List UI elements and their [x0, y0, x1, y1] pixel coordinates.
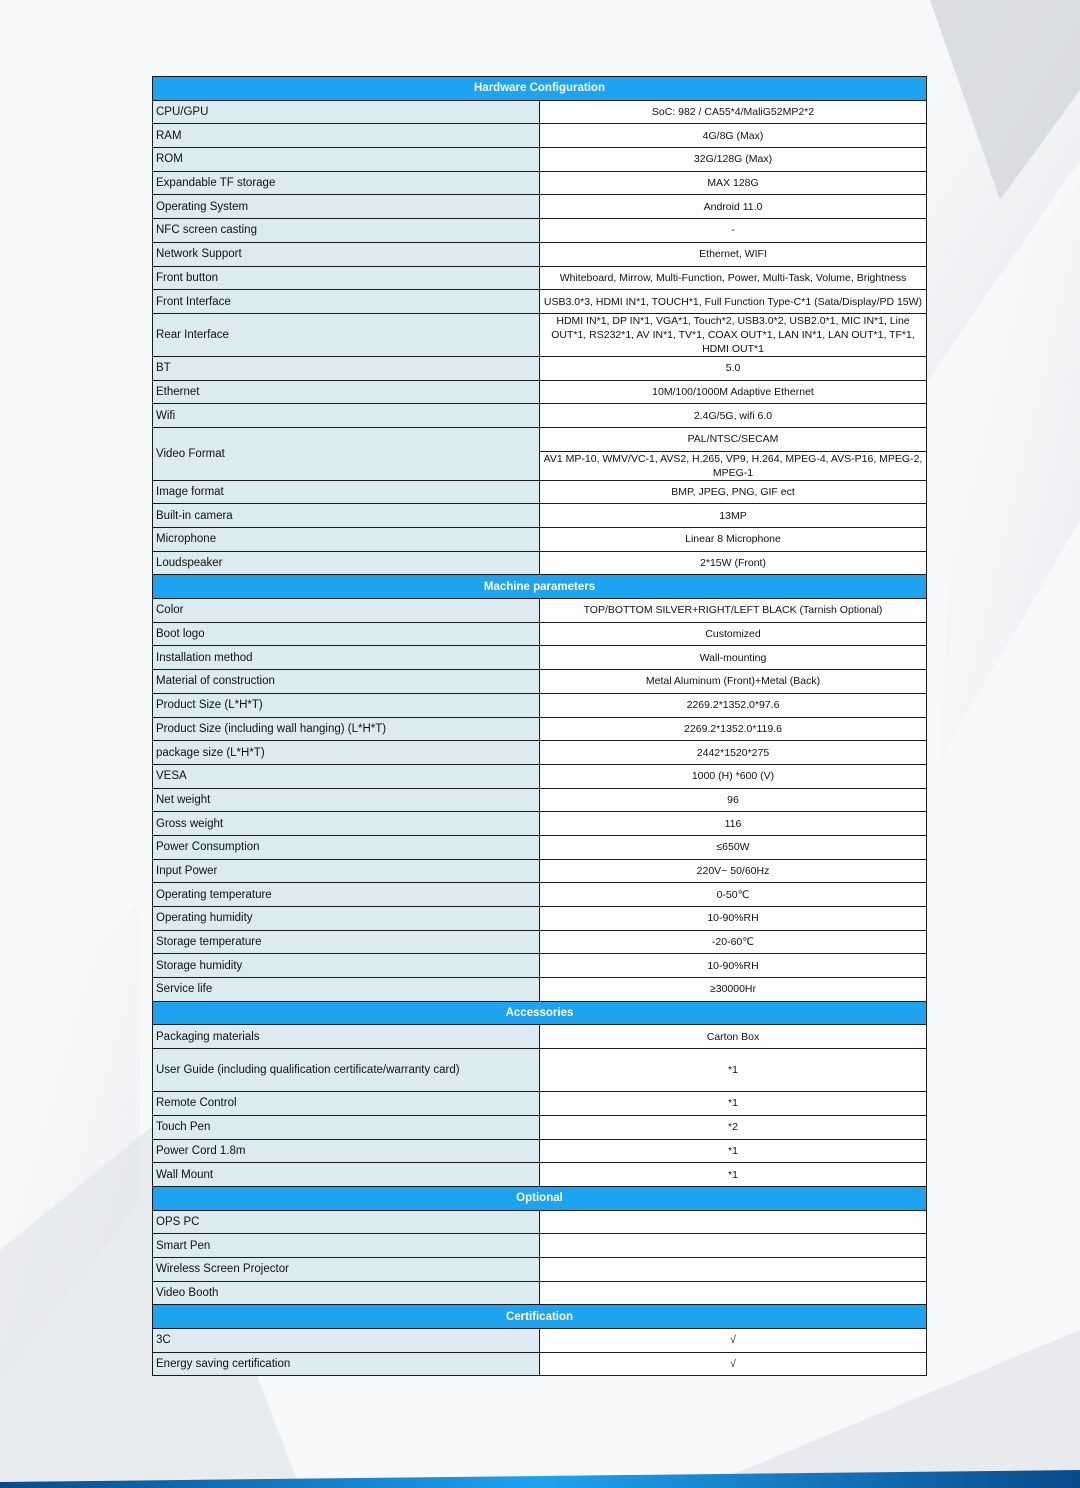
row-label: Loudspeaker: [153, 551, 540, 575]
table-row: [153, 670, 927, 694]
row-value: 2*15W (Front): [540, 551, 927, 575]
row-value: HDMI IN*1, DP IN*1, VGA*1, Touch*2, USB3.0*2, USB2.0*1, MIC IN*1, Line OUT*1, RS232*1, AV IN*1, TV*1, COAX OUT*1, LAN IN*1, LAN OUT*1, TF*1, HDMI OUT*1: [540, 313, 927, 356]
row-label: Front Interface: [153, 290, 540, 314]
table-row: [153, 788, 927, 812]
row-label: Wireless Screen Projector: [153, 1257, 540, 1281]
table-row: [153, 1352, 927, 1376]
table-row: [153, 313, 927, 356]
row-label: Smart Pen: [153, 1234, 540, 1258]
row-value: 2269.2*1352.0*119.6: [540, 717, 927, 741]
table-row: [153, 171, 927, 195]
row-label: RAM: [153, 124, 540, 148]
table-row: [153, 380, 927, 404]
row-label: Net weight: [153, 788, 540, 812]
table-row: [153, 646, 927, 670]
table-row: [153, 622, 927, 646]
row-value: [540, 1234, 927, 1258]
row-value: *1: [540, 1139, 927, 1163]
row-value: 10M/100/1000M Adaptive Ethernet: [540, 380, 927, 404]
row-label: Input Power: [153, 859, 540, 883]
row-value: 1000 (H) *600 (V): [540, 764, 927, 788]
table-row: [153, 290, 927, 314]
section-header-row: [153, 575, 927, 599]
table-row: [153, 599, 927, 623]
row-label: CPU/GPU: [153, 100, 540, 124]
table-row: [153, 1049, 927, 1092]
row-label: Operating humidity: [153, 907, 540, 931]
row-label: Gross weight: [153, 812, 540, 836]
row-label: Energy saving certification: [153, 1352, 540, 1376]
table-row: [153, 551, 927, 575]
section-title: Machine parameters: [153, 575, 927, 599]
row-label: ROM: [153, 148, 540, 172]
table-row: [153, 978, 927, 1002]
section-header-row: [153, 1186, 927, 1210]
row-value: *2: [540, 1115, 927, 1139]
row-value: ≤650W: [540, 835, 927, 859]
table-row: [153, 1281, 927, 1305]
row-value: MAX 128G: [540, 171, 927, 195]
table-row: [153, 356, 927, 380]
table-row: [153, 1115, 927, 1139]
row-value: 116: [540, 812, 927, 836]
table-row: [153, 100, 927, 124]
table-row: [153, 528, 927, 552]
section-header-row: [153, 77, 927, 101]
row-label: Boot logo: [153, 622, 540, 646]
row-value: 2442*1520*275: [540, 741, 927, 765]
row-label: Operating temperature: [153, 883, 540, 907]
row-label: Storage humidity: [153, 954, 540, 978]
table-row: [153, 504, 927, 528]
table-row: [153, 812, 927, 836]
row-value: ≥30000Hr: [540, 978, 927, 1002]
row-label: BT: [153, 356, 540, 380]
row-label: User Guide (including qualification certificate/warranty card): [153, 1049, 540, 1092]
table-row: [153, 859, 927, 883]
row-value: 13MP: [540, 504, 927, 528]
row-label: Storage temperature: [153, 930, 540, 954]
table-row: [153, 480, 927, 504]
row-value: -20-60℃: [540, 930, 927, 954]
section-title: Hardware Configuration: [153, 77, 927, 101]
row-label: Power Cord 1.8m: [153, 1139, 540, 1163]
row-value: √: [540, 1329, 927, 1353]
row-value: *1: [540, 1092, 927, 1116]
row-value: 2.4G/5G, wifi 6.0: [540, 404, 927, 428]
row-value: 5.0: [540, 356, 927, 380]
row-label: NFC screen casting: [153, 219, 540, 243]
table-row: [153, 148, 927, 172]
row-label: Service life: [153, 978, 540, 1002]
row-label: Rear Interface: [153, 313, 540, 356]
row-value: Carton Box: [540, 1025, 927, 1049]
row-value: -: [540, 219, 927, 243]
row-value: [540, 1281, 927, 1305]
row-value: 2269.2*1352.0*97.6: [540, 693, 927, 717]
row-value: *1: [540, 1163, 927, 1187]
table-row: [153, 242, 927, 266]
row-label: Touch Pen: [153, 1115, 540, 1139]
row-label: Network Support: [153, 242, 540, 266]
table-row: [153, 427, 927, 451]
table-row: [153, 266, 927, 290]
row-value: *1: [540, 1049, 927, 1092]
row-value: PAL/NTSC/SECAM: [540, 427, 927, 451]
table-row: [153, 195, 927, 219]
table-row: [153, 883, 927, 907]
table-row: [153, 1234, 927, 1258]
row-label: Color: [153, 599, 540, 623]
row-value: [540, 1210, 927, 1234]
row-label: Image format: [153, 480, 540, 504]
row-label: Material of construction: [153, 670, 540, 694]
row-value: 10-90%RH: [540, 907, 927, 931]
row-label: VESA: [153, 764, 540, 788]
row-value: √: [540, 1352, 927, 1376]
row-label: Wall Mount: [153, 1163, 540, 1187]
row-value: [540, 1257, 927, 1281]
table-row: [153, 741, 927, 765]
row-value: Ethernet, WIFI: [540, 242, 927, 266]
table-row: [153, 764, 927, 788]
row-label: 3C: [153, 1329, 540, 1353]
row-value: 4G/8G (Max): [540, 124, 927, 148]
row-label: Video Booth: [153, 1281, 540, 1305]
row-label: OPS PC: [153, 1210, 540, 1234]
table-row: [153, 907, 927, 931]
row-label: Remote Control: [153, 1092, 540, 1116]
row-value: TOP/BOTTOM SILVER+RIGHT/LEFT BLACK (Tarnish Optional): [540, 599, 927, 623]
row-value: 32G/128G (Max): [540, 148, 927, 172]
row-value: 0-50℃: [540, 883, 927, 907]
row-value: 96: [540, 788, 927, 812]
row-value: Android 11.0: [540, 195, 927, 219]
row-value: 220V~ 50/60Hz: [540, 859, 927, 883]
spec-table: [152, 76, 927, 1376]
section-header-row: [153, 1001, 927, 1025]
row-value: Metal Aluminum (Front)+Metal (Back): [540, 670, 927, 694]
table-row: [153, 404, 927, 428]
table-row: [153, 717, 927, 741]
table-row: [153, 693, 927, 717]
row-value: SoC: 982 / CA55*4/MaliG52MP2*2: [540, 100, 927, 124]
row-value: Customized: [540, 622, 927, 646]
row-label: Product Size (including wall hanging) (L*H*T): [153, 717, 540, 741]
table-row: [153, 1025, 927, 1049]
row-label: Expandable TF storage: [153, 171, 540, 195]
table-row: [153, 1092, 927, 1116]
row-label: Product Size (L*H*T): [153, 693, 540, 717]
table-row: [153, 124, 927, 148]
section-title: Optional: [153, 1186, 927, 1210]
table-row: [153, 835, 927, 859]
row-label: package size (L*H*T): [153, 741, 540, 765]
row-label: Packaging materials: [153, 1025, 540, 1049]
row-label: Microphone: [153, 528, 540, 552]
row-value: Whiteboard, Mirrow, Multi-Function, Power, Multi-Task, Volume, Brightness: [540, 266, 927, 290]
table-row: [153, 1163, 927, 1187]
row-value: 10-90%RH: [540, 954, 927, 978]
section-title: Certification: [153, 1305, 927, 1329]
row-label: Ethernet: [153, 380, 540, 404]
row-value: AV1 MP-10, WMV/VC-1, AVS2, H.265, VP9, H.264, MPEG-4, AVS-P16, MPEG-2, MPEG-1: [540, 451, 927, 480]
row-label: Built-in camera: [153, 504, 540, 528]
row-label: Operating System: [153, 195, 540, 219]
table-row: [153, 219, 927, 243]
section-title: Accessories: [153, 1001, 927, 1025]
table-row: [153, 1210, 927, 1234]
row-label: Front button: [153, 266, 540, 290]
row-value: USB3.0*3, HDMI IN*1, TOUCH*1, Full Function Type-C*1 (Sata/Display/PD 15W): [540, 290, 927, 314]
row-value: BMP, JPEG, PNG, GIF ect: [540, 480, 927, 504]
table-row: [153, 1257, 927, 1281]
row-value: Linear 8 Microphone: [540, 528, 927, 552]
table-row: [153, 954, 927, 978]
table-row: [153, 1329, 927, 1353]
table-row: [153, 1139, 927, 1163]
row-label: Power Consumption: [153, 835, 540, 859]
row-value: Wall-mounting: [540, 646, 927, 670]
section-header-row: [153, 1305, 927, 1329]
table-row: [153, 930, 927, 954]
row-label: Wifi: [153, 404, 540, 428]
row-label: Installation method: [153, 646, 540, 670]
row-label: Video Format: [153, 427, 540, 480]
